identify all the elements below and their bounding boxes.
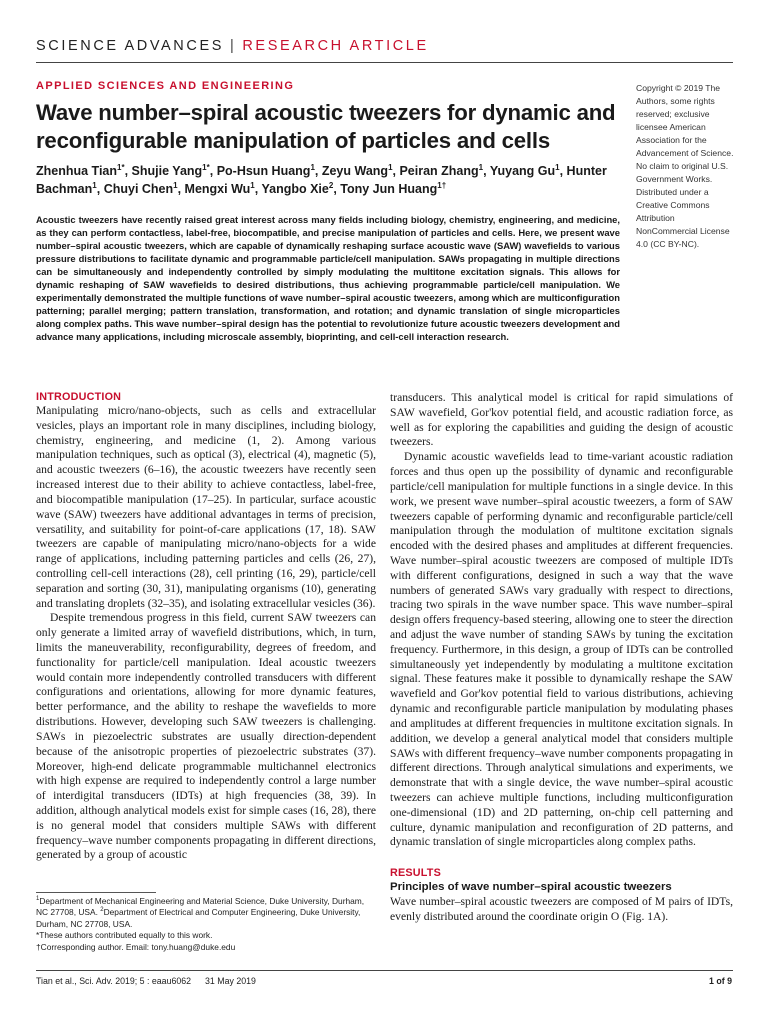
- author-affiliation-mark: 1†: [437, 180, 447, 190]
- author-affiliation-mark: 1: [555, 162, 560, 172]
- results-paragraph-1: Wave number–spiral acoustic tweezers are composed of M pairs of IDTs, evenly distributed around the coordinate origin O (Fig. 1A).: [390, 895, 733, 923]
- header-separator: |: [229, 38, 237, 54]
- author-name: Yuyang Gu: [489, 164, 556, 178]
- subject-category: APPLIED SCIENCES AND ENGINEERING: [36, 80, 295, 92]
- author-affiliation-mark: 1: [173, 180, 178, 190]
- author-name: Po-Hsun Huang: [216, 164, 311, 178]
- page-number: 1 of 9: [709, 976, 732, 986]
- corresponding-author-note: †Corresponding author. Email: tony.huang@duke.edu: [36, 941, 236, 952]
- author-name: Shujie Yang: [131, 164, 203, 178]
- left-column: [36, 390, 376, 863]
- introduction-paragraph-1: Manipulating micro/nano-objects, such as cells and extracellular vesicles, plays an important role in many disciplines, including biology, chemistry, engineering, and medicine (1, 2). Among various manipulation techniques, such as optical (3), electrical (4), magnetic (5), and acoustic tweezers (6–16), the acoustic tweezers have recently seen increased interest due to their ability to achieve contactless, label-free, and biocompatible manipulation (17–25). In particular, surface acoustic wave (SAW) tweezers have additional advantages in terms of precision, versatility, and suitability for point-of-care applications (17, 18). SAW tweezers are capable of manipulating micro/nano-objects for a wide range of applications, including patterning particles and cells (26, 27), controlling cell-cell interactions (28), cell printing (16, 29), particle/cell separation and sorting (30, 31), manipulating organisms (10), generating and translating droplets (32–35), and isolating extracellular vesicles (36).: [36, 404, 376, 610]
- author-affiliation-mark: 1*: [202, 162, 210, 172]
- author-name: Tony Jun Huang: [340, 182, 438, 196]
- introduction-paragraph-3: transducers. This analytical model is critical for rapid simulations of SAW wavefield, Gor'kov potential field, and acoustic radiation force, as well as for exploring the capabilities and guiding the design of acoustic tweezers.: [390, 391, 733, 449]
- journal-name: SCIENCE ADVANCES: [36, 38, 224, 54]
- publication-date: 31 May 2019: [205, 976, 256, 986]
- author-affiliation-mark: 1: [478, 162, 484, 172]
- journal-header: [36, 38, 429, 54]
- author-name: Mengxi Wu: [184, 182, 251, 196]
- author-affiliation-mark: 1: [388, 162, 393, 172]
- footer-rule: [36, 970, 733, 971]
- author-name: Zeyu Wang: [321, 164, 389, 178]
- author-affiliation-mark: 2: [328, 180, 334, 190]
- author-name: Chuyi Chen: [103, 182, 174, 196]
- author-affiliation-mark: 1: [250, 180, 255, 190]
- author-affiliation-mark: 1: [92, 180, 97, 190]
- copyright-notice: Copyright © 2019 The Authors, some rights reserved; exclusive licensee American Association for the Advancement of Science. No claim to original U.S. Government Works. Distributed under a Creative Commons Attribution NonCommercial License 4.0 (CC BY-NC).: [636, 83, 734, 249]
- author-name: Peiran Zhang: [399, 164, 479, 178]
- footnote-rule: [36, 892, 156, 893]
- article-type: RESEARCH ARTICLE: [242, 38, 429, 54]
- header-rule: [36, 62, 733, 63]
- results-section: [390, 866, 733, 925]
- article-title: Wave number–spiral acoustic tweezers for dynamic and reconfigurable manipulation of particles and cells: [36, 100, 616, 153]
- author-name: Yangbo Xie: [261, 182, 329, 196]
- footnotes: [36, 896, 376, 953]
- right-column: [390, 391, 733, 850]
- citation: Tian et al., Sci. Adv. 2019; 5 : eaau6062: [36, 976, 192, 986]
- author-name: Hunter Bachman: [36, 164, 607, 196]
- author-affiliation-mark: 1*: [117, 162, 125, 172]
- results-subheading: Principles of wave number–spiral acoustic tweezers: [390, 881, 672, 893]
- abstract: Acoustic tweezers have recently raised great interest across many fields including biology, chemistry, engineering, and medicine, as they can perform contactless, label-free, biocompatible, and precise manipulation of particles and cells. Here, we present wave number–spiral acoustic tweezers, which are capable of dynamically reshaping surface acoustic wave (SAW) wavefields to various pressure distributions to facilitate dynamic and programmable particle/cell manipulation. SAWs propagating in multiple directions can be simultaneously and independently controlled by simply modulating the multitone excitation signals. This allows for dynamic reshaping of SAW wavefields to desired distributions, thus achieving programmable particle/cell manipulation. We experimentally demonstrated the multiple functions of wave number–spiral acoustic tweezers, among which are multiconfiguration patterning; parallel merging; pattern translation, transformation, and rotation; and dynamic translation of single microparticles along complex paths. This wave number–spiral design has the potential to revolutionize future acoustic tweezers development and advance many applications, including microscale assembly, bioprinting, and cell-cell interaction research.: [36, 214, 620, 343]
- results-heading: RESULTS: [390, 867, 441, 879]
- footer-citation-block: [36, 976, 256, 986]
- author-affiliation-mark: 1: [310, 162, 315, 172]
- equal-contribution-note: *These authors contributed equally to this work.: [36, 930, 213, 941]
- author-list: Zhenhua Tian$^{1*}$, Shujie Yang$^{1*}$, Po-Hsun Huang$^1$, Zeyu Wang$^1$, Peiran Zhang$^1$, Yuyang Gu$^1$, Hunter Bachman$^1$, Chuyi Chen$^1$, Mengxi Wu$^1$, Yangbo Xie$^2$, Tony Jun Huang$^{1\dagger}$: [36, 162, 607, 196]
- affiliations: $^1$Department of Mechanical Engineering and Material Science, Duke University, Durham, NC 27708, USA. $^2$Department of Electrical and Computer Engineering, Duke University, Durham, NC 27708, USA.: [36, 896, 365, 929]
- author-name: Zhenhua Tian: [36, 164, 118, 178]
- introduction-heading: INTRODUCTION: [36, 391, 122, 403]
- introduction-paragraph-2: Despite tremendous progress in this field, current SAW tweezers can only generate a limited array of wavefield distributions, which, in turn, limits the maneuverability, reconfigurability, degrees of freedom, and functionality for particle/cell manipulation. Ideal acoustic tweezers would contain more independently controlled transducers with different configurations and orientations, allowing for more dynamic features, better performance, and the ability to reshape the wavefields to more distributions. However, developing such SAW tweezers is challenging. SAWs in piezoelectric substrates are usually direction-dependent because of the anisotropic properties of piezoelectric substrates (37). Moreover, high-end delicate programmable multichannel electronics with high expense are required to independently control a large number of interdigital transducers (IDTs) at high frequencies (38, 39). In addition, although analytical models exist for simple cases (16, 28), there is no general model that considers multiple SAWs with different frequency–wave number components propagating in different directions, generated by a group of acoustic: [36, 611, 376, 862]
- introduction-paragraph-4: Dynamic acoustic wavefields lead to time-variant acoustic radiation forces and thus open up the possibility of dynamic and reconfigurable particle/cell manipulation for multiple functions in a single device. In this work, we present wave number–spiral acoustic tweezers, a form of SAW tweezers capable of performing dynamic and reconfigurable particle/cell manipulation through the modulation of multitone excitation signals encoded with the desired phases and amplitudes at different frequencies. Wave number–spiral acoustic tweezers are composed of multiple IDTs with different configurations, designed in such a way that the wave numbers of generated SAWs vary gradually with respect to directions, tracing two spirals in the wave number space. This wave number–spiral design offers frequency-based steering, allowing one to steer the direction and adjust the wave number of standing SAWs by tuning the excitation frequency. Furthermore, in this design, a group of IDTs can be controlled simultaneously yet independently by modulating a multitone excitation signal. These features make it possible to dynamically reshape the SAW wavefield and Gor'kov potential field to various distributions, achieving dynamic and reconfigurable particle manipulation by modulating phases and amplitudes at different frequencies in multitone excitation signals. In addition, we develop a general analytical model that considers multiple SAWs with different frequency–wave number components propagating in different directions. Through analytical simulations and experiments, we demonstrate that with a single device, the wave number–spiral acoustic tweezers can achieve multiple functions, including multiconfiguration one-dimensional (1D) and 2D patterning, on-chip cell patterning and culture, dynamic manipulation and reconfiguration of 2D patterns, and dynamic translation of single microparticles along complex paths.: [390, 450, 733, 849]
